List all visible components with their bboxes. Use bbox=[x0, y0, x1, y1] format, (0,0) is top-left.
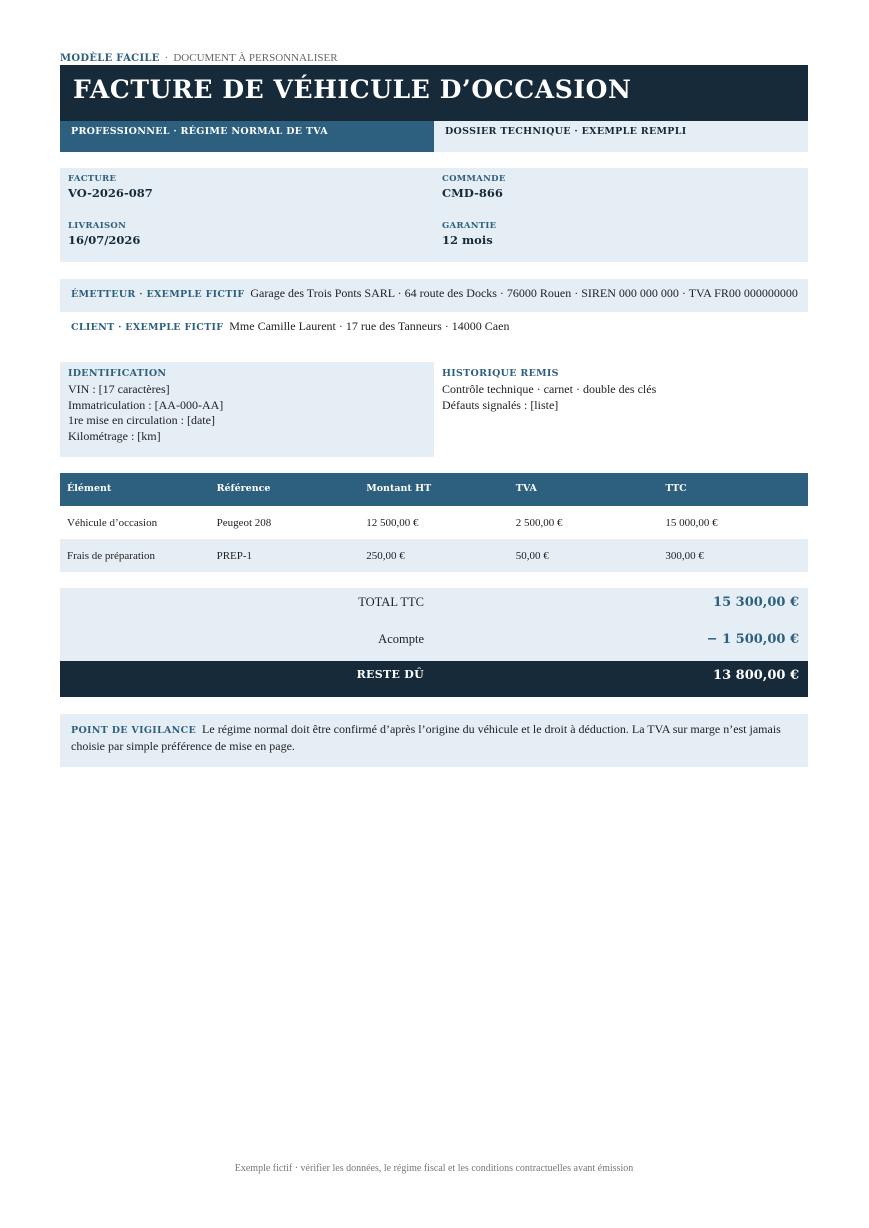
cell-element: Véhicule d’occasion bbox=[60, 506, 210, 539]
vehicle-info bbox=[60, 362, 808, 457]
vigilance-label: POINT DE VIGILANCE bbox=[71, 725, 197, 736]
cell-ttc: 300,00 € bbox=[658, 539, 808, 572]
identification-line: Immatriculation : [AA-000-AA] bbox=[68, 397, 224, 412]
cell-reference: PREP-1 bbox=[210, 539, 360, 572]
identification-line: Kilométrage : [km] bbox=[68, 428, 161, 443]
subtitle-row bbox=[60, 121, 808, 152]
totals-block bbox=[60, 588, 808, 697]
garantie-label: GARANTIE bbox=[442, 221, 497, 231]
col-header-ttc: TTC bbox=[658, 473, 808, 506]
col-header-element: Élément bbox=[60, 473, 210, 506]
commande-label: COMMANDE bbox=[442, 174, 506, 184]
total-ttc-row bbox=[60, 588, 808, 625]
col-header-montant-ht: Montant HT bbox=[359, 473, 509, 506]
table-row bbox=[60, 506, 808, 539]
facture-value: VO-2026-087 bbox=[68, 186, 153, 200]
identification-label: IDENTIFICATION bbox=[68, 368, 167, 379]
regime-tag: PROFESSIONNEL · RÉGIME NORMAL DE TVA bbox=[60, 121, 434, 152]
emitter-value: Garage des Trois Ponts SARL · 64 route des Docks · 76000 Rouen · SIREN 000 000 000 · TVA FR00 000000000 bbox=[250, 286, 798, 300]
vigilance-note bbox=[60, 714, 808, 767]
meta-garantie bbox=[442, 221, 802, 247]
cell-montant-ht: 250,00 € bbox=[359, 539, 509, 572]
meta-livraison bbox=[68, 221, 428, 247]
acompte-value: − 1 500,00 € bbox=[706, 631, 799, 647]
meta-facture bbox=[68, 174, 428, 200]
kicker-text: DOCUMENT À PERSONNALISER bbox=[173, 52, 338, 64]
title-bar bbox=[60, 65, 808, 121]
cell-element: Frais de préparation bbox=[60, 539, 210, 572]
invoice-meta bbox=[60, 168, 808, 262]
cell-tva: 2 500,00 € bbox=[509, 506, 659, 539]
identification-line: 1re mise en circulation : [date] bbox=[68, 413, 215, 427]
acompte-label: Acompte bbox=[378, 631, 424, 646]
header-kicker bbox=[60, 52, 338, 64]
col-header-tva: TVA bbox=[509, 473, 659, 506]
cell-ttc: 15 000,00 € bbox=[658, 506, 808, 539]
items-table bbox=[60, 473, 808, 572]
table-header-row bbox=[60, 473, 808, 506]
total-ttc-label: TOTAL TTC bbox=[358, 595, 424, 609]
reste-du-value: 13 800,00 € bbox=[713, 668, 799, 683]
dossier-tag: DOSSIER TECHNIQUE · EXEMPLE REMPLI bbox=[434, 121, 808, 152]
footer-disclaimer: Exemple fictif · vérifier les données, le régime fiscal et les conditions contractuelles avant émission bbox=[234, 1163, 634, 1174]
livraison-label: LIVRAISON bbox=[68, 221, 127, 231]
historique-label: HISTORIQUE REMIS bbox=[442, 368, 559, 379]
reste-du-label: RESTE DÛ bbox=[356, 668, 424, 681]
client-label: CLIENT · EXEMPLE FICTIF bbox=[71, 322, 224, 333]
client-row bbox=[60, 312, 808, 345]
cell-reference: Peugeot 208 bbox=[210, 506, 360, 539]
emitter-label: ÉMETTEUR · EXEMPLE FICTIF bbox=[71, 289, 245, 300]
reste-du-row bbox=[60, 661, 808, 697]
vigilance-text: Le régime normal doit être confirmé d’après l’origine du véhicule et le droit à déduction. La TVA sur marge n’est jamais choisie par simple préférence de mise en page. bbox=[71, 722, 781, 753]
emitter-row bbox=[60, 279, 808, 312]
historique-line: Contrôle technique · carnet · double des clés bbox=[442, 382, 657, 396]
historique-box bbox=[434, 362, 808, 457]
kicker-separator: · bbox=[164, 52, 169, 64]
cell-montant-ht: 12 500,00 € bbox=[359, 506, 509, 539]
client-value: Mme Camille Laurent · 17 rue des Tanneurs · 14000 Caen bbox=[229, 319, 510, 333]
facture-label: FACTURE bbox=[68, 174, 117, 184]
identification-line: VIN : [17 caractères] bbox=[68, 382, 170, 396]
acompte-row bbox=[60, 625, 808, 662]
identification-box bbox=[60, 362, 434, 457]
total-ttc-value: 15 300,00 € bbox=[713, 595, 799, 610]
page-title: FACTURE DE VÉHICULE D’OCCASION bbox=[73, 75, 632, 104]
commande-value: CMD-866 bbox=[442, 186, 503, 200]
meta-commande bbox=[442, 174, 802, 200]
livraison-value: 16/07/2026 bbox=[68, 233, 141, 247]
table-row bbox=[60, 539, 808, 572]
historique-line: Défauts signalés : [liste] bbox=[442, 397, 559, 412]
cell-tva: 50,00 € bbox=[509, 539, 659, 572]
brand-label: MODÈLE FACILE bbox=[60, 53, 160, 64]
col-header-reference: Référence bbox=[210, 473, 360, 506]
garantie-value: 12 mois bbox=[442, 233, 493, 247]
